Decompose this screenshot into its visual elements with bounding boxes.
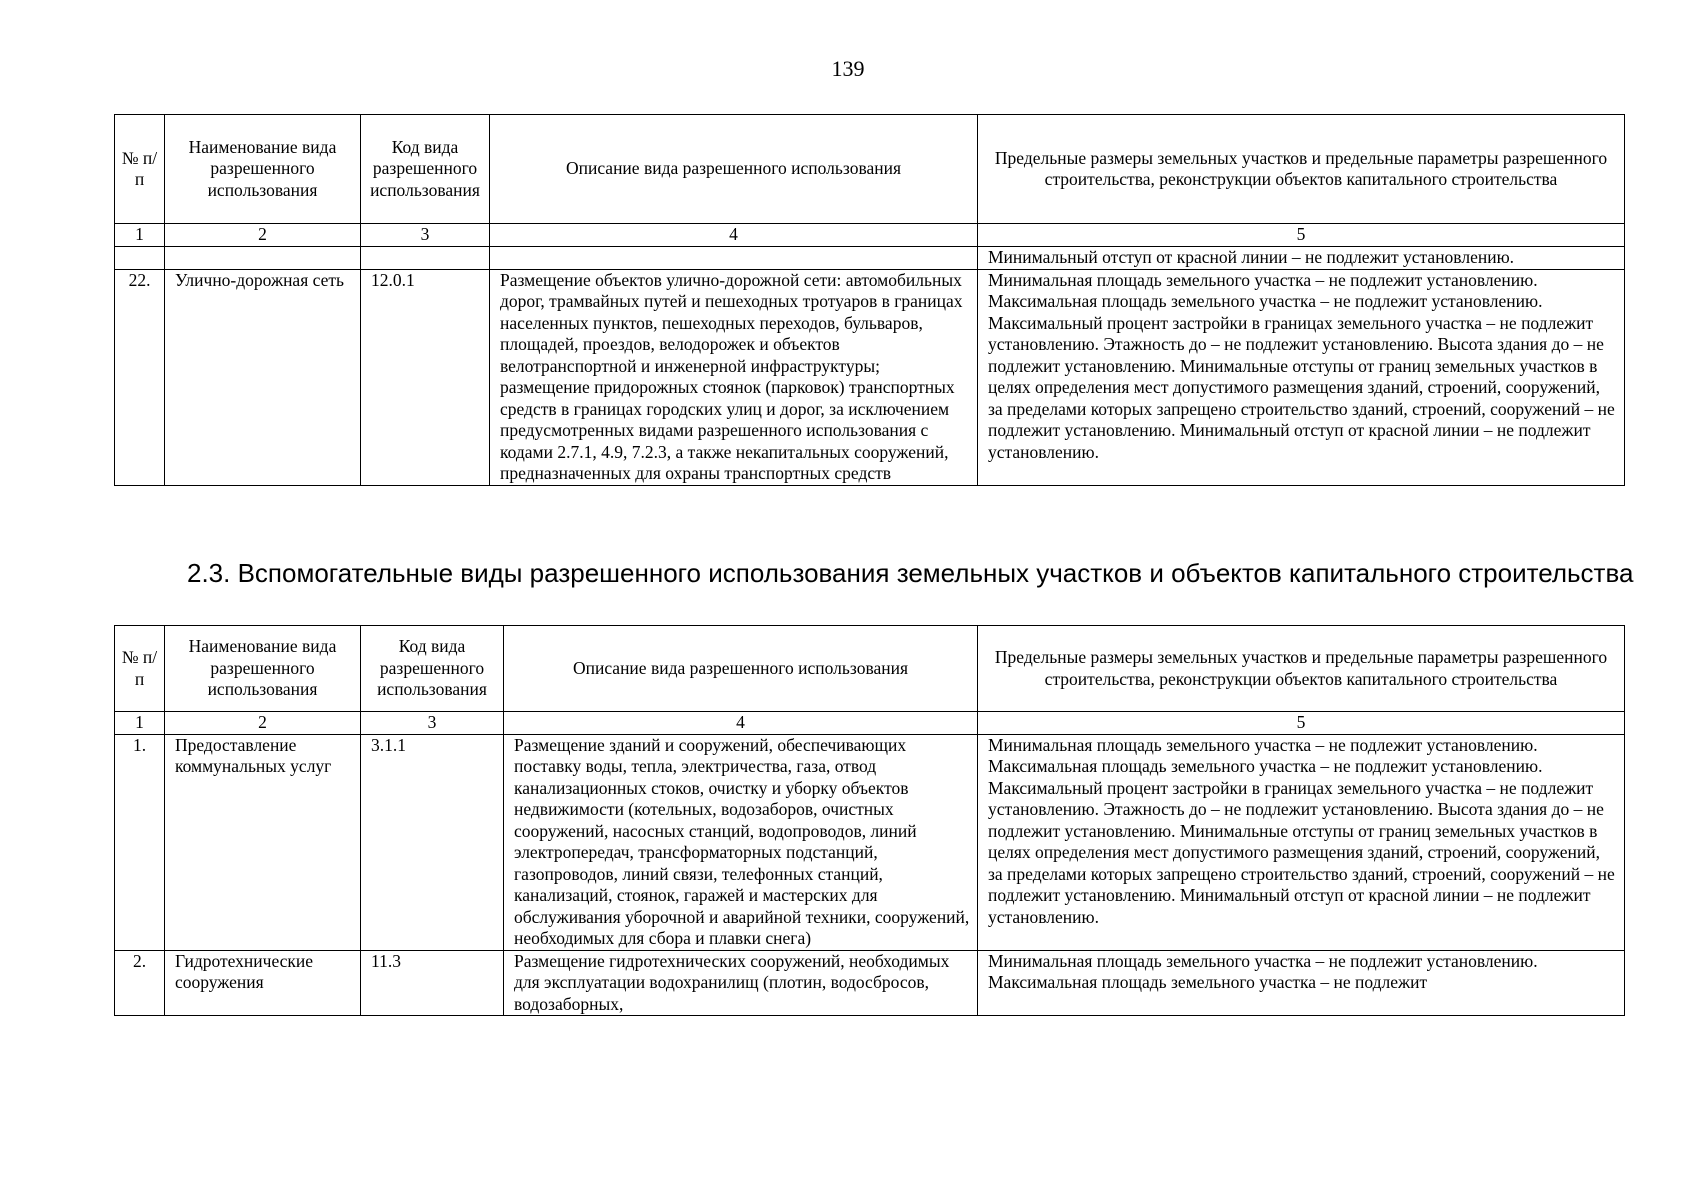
column-number-row: [115, 712, 1625, 735]
table-row: [115, 734, 1625, 950]
row-name: Предоставление коммунальных услуг: [165, 734, 361, 950]
col-header-desc: Описание вида разрешенного использования: [490, 115, 978, 224]
col-number: 1: [115, 712, 165, 735]
row-parameters: Минимальная площадь земельного участка – не подлежит установлению. Максимальная площадь земельного участка – не подлежит установлению. Максимальный процент застройки в границах земельного участка – не подлежит установлению. Этажность до – не подлежит установлению. Высота здания до – не подлежит установлению. Минимальные отступы от границ земельных участков в целях определения мест допустимого размещения зданий, строений, сооружений, за пределами которых запрещено строительство зданий, строений, сооружений – не подлежит установлению. Минимальный отступ от красной линии – не подлежит установлению.: [978, 734, 1625, 950]
col-header-code: Код вида разрешенного использования: [361, 626, 504, 712]
col-number: 5: [978, 224, 1625, 247]
table-row: [115, 950, 1625, 1016]
col-number: 3: [361, 224, 490, 247]
row-description: Размещение зданий и сооружений, обеспечивающих поставку воды, тепла, электричества, газа, отвод канализационных стоков, очистку и уборку объектов недвижимости (котельных, водозаборов, очистных сооружений, насосных станций, водопроводов, линий электропередач, трансформаторных подстанций, газопроводов, линий связи, телефонных станций, канализаций, стоянок, гаражей и мастерских для обслуживания уборочной и аварийной техники, сооружений, необходимых для сбора и плавки снега): [504, 734, 978, 950]
col-number: 3: [361, 712, 504, 735]
row-description: Размещение объектов улично-дорожной сети: автомобильных дорог, трамвайных путей и пешеходных тротуаров в границах населенных пунктов, пешеходных переходов, бульваров, площадей, проездов, велодорожек и объектов велотранспортной и инженерной инфраструктуры; размещение придорожных стоянок (парковок) транспортных средств в границах городских улиц и дорог, за исключением предусмотренных видами разрешенного использования с кодами 2.7.1, 4.9, 7.2.3, а также некапитальных сооружений, предназначенных для охраны транспортных средств: [490, 269, 978, 485]
continuation-text: Минимальный отступ от красной линии – не подлежит установлению.: [978, 246, 1625, 269]
table-row: [115, 269, 1625, 485]
col-header-num: № п/п: [115, 626, 165, 712]
col-header-name: Наименование вида разрешенного использования: [165, 626, 361, 712]
col-header-num: № п/п: [115, 115, 165, 224]
row-number: 22.: [115, 269, 165, 485]
page-number: 139: [831, 56, 865, 81]
col-number: 5: [978, 712, 1625, 735]
col-number: 1: [115, 224, 165, 247]
section-heading: 2.3. Вспомогательные виды разрешенного использования земельных участков и объектов капитального строительства: [187, 558, 1634, 588]
row-code: 3.1.1: [361, 734, 504, 950]
col-number: 2: [165, 224, 361, 247]
row-description: Размещение гидротехнических сооружений, необходимых для эксплуатации водохранилищ (плотин, водосбросов, водозаборных,: [504, 950, 978, 1016]
continuation-row: [115, 246, 1625, 269]
col-header-code: Код вида разрешенного использования: [361, 115, 490, 224]
table-header-row: [115, 115, 1625, 224]
row-name: Улично-дорожная сеть: [165, 269, 361, 485]
row-parameters: Минимальная площадь земельного участка – не подлежит установлению. Максимальная площадь земельного участка – не подлежит установлению. Максимальный процент застройки в границах земельного участка – не подлежит установлению. Этажность до – не подлежит установлению. Высота здания до – не подлежит установлению. Минимальные отступы от границ земельных участков в целях определения мест допустимого размещения зданий, строений, сооружений, за пределами которых запрещено строительство зданий, строений, сооружений – не подлежит установлению. Минимальный отступ от красной линии – не подлежит установлению.: [978, 269, 1625, 485]
row-name: Гидротехнические сооружения: [165, 950, 361, 1016]
col-number: 2: [165, 712, 361, 735]
col-number: 4: [504, 712, 978, 735]
row-parameters: Минимальная площадь земельного участка – не подлежит установлению. Максимальная площадь земельного участка – не подлежит: [978, 950, 1625, 1016]
table-header-row: [115, 626, 1625, 712]
col-number: 4: [490, 224, 978, 247]
row-number: 2.: [115, 950, 165, 1016]
row-code: 12.0.1: [361, 269, 490, 485]
row-code: 11.3: [361, 950, 504, 1016]
column-number-row: [115, 224, 1625, 247]
row-number: 1.: [115, 734, 165, 950]
col-header-name: Наименование вида разрешенного использования: [165, 115, 361, 224]
auxiliary-uses-table: [114, 625, 1625, 1016]
col-header-params: Предельные размеры земельных участков и предельные параметры разрешенного строительства, реконструкции объектов капитального строительства: [978, 115, 1625, 224]
col-header-desc: Описание вида разрешенного использования: [504, 626, 978, 712]
continued-zoning-table: [114, 114, 1625, 486]
col-header-params: Предельные размеры земельных участков и предельные параметры разрешенного строительства, реконструкции объектов капитального строительства: [978, 626, 1625, 712]
